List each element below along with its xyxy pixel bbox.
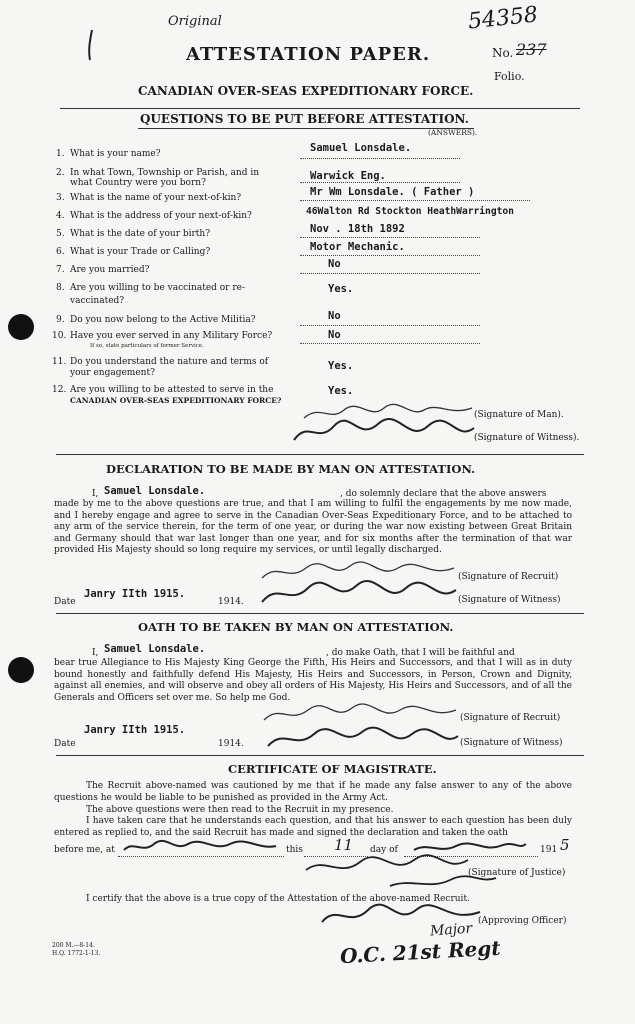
magistrate-paragraph-2: The above questions were then read to the Recruit in my presence. (86, 805, 394, 815)
declaration-heading: DECLARATION TO BE MADE BY MAN ON ATTESTATION. (106, 462, 476, 476)
question-7-text: Are you married? (70, 265, 150, 275)
question-6-text: What is your Trade or Calling? (70, 247, 211, 257)
question-10-note: If so, state particulars of former Service. (90, 343, 204, 349)
declaration-year-suffix: 1914. (218, 597, 244, 607)
question-10-number: 10. (52, 331, 67, 341)
question-10-text: Have you ever served in any Military Force? (70, 331, 273, 341)
question-9-number: 9. (56, 315, 65, 325)
form-code-1: 200 M.—8-14. (52, 942, 95, 949)
declaration-witness-label: (Signature of Witness) (458, 595, 561, 605)
question-3-number: 3. (56, 193, 65, 203)
day-value: 11 (334, 836, 354, 854)
oath-date: Janry IIth 1915. (84, 724, 186, 736)
answers-label: (ANSWERS). (428, 128, 478, 137)
question-4-number: 4. (56, 211, 65, 221)
answer-11: Yes. (328, 360, 354, 372)
punch-hole-top (8, 314, 34, 340)
form-code-2: H.Q. 1772-1-13. (52, 950, 101, 957)
question-12-text-continued: CANADIAN OVER-SEAS EXPEDITIONARY FORCE? (70, 396, 282, 405)
question-2-number: 2. (56, 168, 65, 178)
man-signature-label: (Signature of Man). (474, 410, 564, 420)
witness-signature-label: (Signature of Witness). (474, 433, 580, 443)
answer-4: 46Walton Rd Stockton HeathWarrington (306, 206, 514, 217)
questions-heading-rule (138, 128, 474, 129)
question-8-text-continued: vaccinated? (70, 296, 125, 306)
oath-name: Samuel Lonsdale. (104, 643, 206, 655)
answer-9: No (328, 310, 341, 322)
number-label: No. (492, 46, 514, 60)
question-11-text-continued: your engagement? (70, 368, 155, 378)
declaration-line1-end: , do solemnly declare that the above answers (340, 489, 547, 499)
declaration-rule (56, 454, 584, 455)
oath-line1-end: , do make Oath, that I will be faithful and (326, 648, 515, 658)
magistrate-rule (56, 755, 584, 756)
justice-signature-label: (Signature of Justice) (468, 868, 566, 878)
officer-unit: O.C. 21st Regt (339, 935, 502, 969)
year-value: 5 (560, 836, 570, 854)
answer-5: Nov . 18th 1892 (310, 223, 405, 235)
declaration-i-label: I, (92, 489, 99, 499)
question-4-text: What is the address of your next-of-kin? (70, 211, 252, 221)
question-2-text: In what Town, Township or Parish, and in (70, 168, 260, 178)
declaration-recruit-label: (Signature of Recruit) (458, 572, 559, 582)
before-me-label: before me, at (54, 845, 115, 855)
question-6-number: 6. (56, 247, 65, 257)
answer-8: Yes. (328, 283, 354, 295)
record-number: 54358 (466, 2, 540, 35)
question-5-text: What is the date of your birth? (70, 229, 211, 239)
officer-rank: Major (429, 920, 473, 940)
declaration-witness-signature-icon (256, 576, 460, 610)
approving-officer-label: (Approving Officer) (478, 916, 567, 926)
punch-hole-bottom (8, 657, 34, 683)
answer-7: No (328, 258, 341, 270)
this-label: this (286, 845, 303, 855)
certify-text: I certify that the above is a true copy of the Attestation of the above-named Recruit. (86, 894, 470, 904)
question-7-number: 7. (56, 265, 65, 275)
answer-10: No (328, 329, 341, 341)
oath-year-suffix: 1914. (218, 739, 244, 749)
oath-date-label: Date (54, 739, 76, 749)
question-11-text: Do you understand the nature and terms of (70, 357, 269, 367)
answer-2: Warwick Eng. (310, 170, 386, 182)
question-9-text: Do you now belong to the Active Militia? (70, 315, 256, 325)
questions-top-rule (60, 108, 580, 109)
question-1-text: What is your name? (70, 149, 161, 159)
questions-heading: QUESTIONS TO BE PUT BEFORE ATTESTATION. (140, 112, 469, 126)
original-note: Original (168, 14, 222, 29)
answer-1: Samuel Lonsdale. (310, 142, 412, 154)
question-12-text: Are you willing to be attested to serve in the (70, 385, 274, 395)
folio-label: Folio. (494, 70, 525, 83)
witness-signature-icon (288, 414, 478, 448)
number-value: 237 (516, 40, 547, 59)
answer-3: Mr Wm Lonsdale. ( Father ) (310, 186, 475, 198)
answer-12: Yes. (328, 385, 354, 397)
oath-witness-signature-icon (262, 722, 462, 754)
oath-rule (56, 613, 584, 614)
question-5-number: 5. (56, 229, 65, 239)
magistrate-heading: CERTIFICATE OF MAGISTRATE. (228, 762, 437, 776)
question-11-number: 11. (52, 357, 67, 367)
oath-heading: OATH TO BE TAKEN BY MAN ON ATTESTATION. (138, 620, 454, 634)
declaration-body: made by me to the above questions are true, and that I am willing to fulfil the engagements by me now made, and I hereby engage and agree to serve in the Canadian Over-Seas Expeditionary Force, and to be attached to any arm of the service therein, for the term of one year, or during the war now existing between Great Britain and Germany should that war last longer than one year, and for six months after the termination of that war provided His Majesty should so long require my services, or until legally discharged. (54, 499, 572, 555)
place-handwriting-icon (120, 836, 280, 858)
oath-recruit-label: (Signature of Recruit) (460, 713, 561, 723)
question-2-text-continued: what Country were you born? (70, 178, 206, 188)
declaration-date: Janry IIth 1915. (84, 588, 186, 600)
declaration-name: Samuel Lonsdale. (104, 485, 206, 497)
day-of-label: day of (370, 845, 398, 855)
year-label: 191 (540, 845, 558, 855)
document-title: ATTESTATION PAPER. (186, 44, 431, 65)
question-1-number: 1. (56, 149, 65, 159)
question-8-number: 8. (56, 283, 65, 293)
magistrate-paragraph-1: The Recruit above-named was cautioned by me that if he made any false answer to any of the above questions he would be liable to be punished as provided in the Army Act. (54, 781, 572, 803)
margin-mark-icon (84, 28, 98, 62)
oath-body: bear true Allegiance to His Majesty King George the Fifth, His Heirs and Successors, and that I will as in duty bound honestly and faithfully defend His Majesty, His Heirs and Successors, in Person, Crown and Dignity, against all enemies, and will observe and obey all orders of His Majesty, His Heirs and Successors, and of all the Generals and Officers set over me. So help me God. (54, 658, 572, 703)
oath-i-label: I, (92, 648, 99, 658)
question-12-number: 12. (52, 385, 67, 395)
question-3-text: What is the name of your next-of-kin? (70, 193, 242, 203)
declaration-date-label: Date (54, 597, 76, 607)
document-subtitle: CANADIAN OVER-SEAS EXPEDITIONARY FORCE. (138, 84, 474, 98)
magistrate-paragraph-3: I have taken care that he understands each question, and that his answer to each question has been duly entered as replied to, and the said Recruit has made and signed the declaration and taken the oath (54, 816, 572, 838)
answer-6: Motor Mechanic. (310, 241, 405, 253)
question-8-text: Are you willing to be vaccinated or re- (70, 283, 246, 293)
oath-witness-label: (Signature of Witness) (460, 738, 563, 748)
